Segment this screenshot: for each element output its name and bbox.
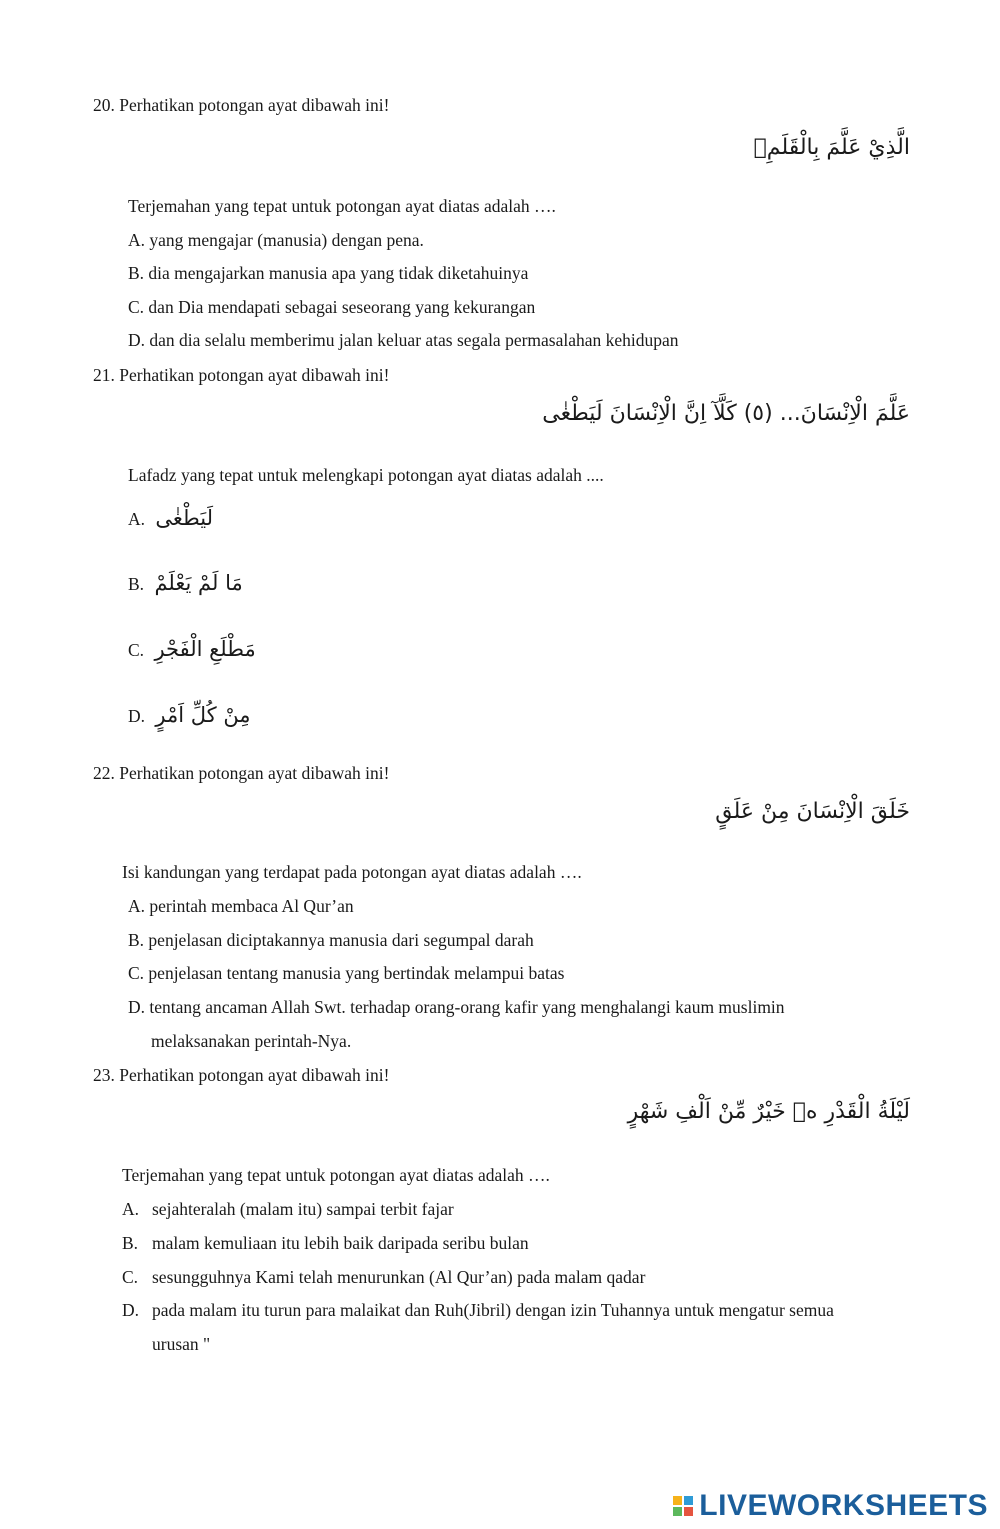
question-23-prompt: Terjemahan yang tepat untuk potongan ayat diatas adalah …. [122, 1165, 550, 1185]
question-22-option-c[interactable]: C. penjelasan tentang manusia yang bertindak melampui batas [128, 963, 565, 983]
question-23-option-d-label: D. [122, 1300, 140, 1320]
question-21-option-c[interactable] [128, 637, 256, 661]
question-21-prompt: Lafadz yang tepat untuk melengkapi potongan ayat diatas adalah .... [128, 465, 604, 485]
option-arabic: لَيَطْغٰى [155, 506, 213, 530]
question-22-verse: خَلَقَ الْاِنْسَانَ مِنْ عَلَقٍ [715, 799, 910, 824]
question-23-option-b-label: B. [122, 1233, 139, 1253]
question-20-option-b[interactable]: B. dia mengajarkan manusia apa yang tidak diketahuinya [128, 263, 529, 283]
option-arabic: مَا لَمْ يَعْلَمْ [154, 571, 243, 595]
question-23-option-a-label: A. [122, 1199, 140, 1219]
question-23-option-b[interactable]: malam kemuliaan itu lebih baik daripada seribu bulan [152, 1233, 529, 1253]
question-22-option-a[interactable]: A. perintah membaca Al Qur’an [128, 896, 354, 916]
question-20-option-c[interactable]: C. dan Dia mendapati sebagai seseorang yang kekurangan [128, 297, 536, 317]
option-label: A. [128, 509, 146, 529]
brand-name: LIVEWORKSHEETS [699, 1489, 988, 1522]
question-20-option-a[interactable]: A. yang mengajar (manusia) dengan pena. [128, 230, 424, 250]
question-22-option-b[interactable]: B. penjelasan diciptakannya manusia dari segumpal darah [128, 930, 534, 950]
option-label: C. [128, 640, 145, 660]
option-arabic: مَطْلَعِ الْفَجْرِ [154, 637, 256, 661]
question-21-verse: عَلَّمَ الْاِنْسَانَ... (٥) كَلَّآ اِنَّ الْاِنْسَانَ لَيَطْغٰى [542, 401, 910, 426]
question-23-option-d[interactable]: pada malam itu turun para malaikat dan Ruh(Jibril) dengan izin Tuhannya untuk mengatur semua [152, 1300, 834, 1320]
question-20-verse: الَّذِيْ عَلَّمَ بِالْقَلَمِۙ [753, 135, 910, 160]
question-22-prompt: Isi kandungan yang terdapat pada potongan ayat diatas adalah …. [122, 862, 582, 882]
question-21-option-d[interactable] [128, 703, 251, 727]
option-arabic: مِنْ كُلِّ اَمْرٍ [155, 703, 251, 727]
question-20-prompt: Terjemahan yang tepat untuk potongan ayat diatas adalah …. [128, 196, 556, 216]
question-21-option-b[interactable] [128, 571, 243, 595]
liveworksheets-brand [673, 1489, 988, 1523]
question-22-option-d-continued: melaksanakan perintah-Nya. [151, 1031, 352, 1051]
liveworksheets-logo-icon [673, 1496, 693, 1516]
option-label: D. [128, 706, 146, 726]
question-23-option-c-label: C. [122, 1267, 139, 1287]
question-23-title: 23. Perhatikan potongan ayat dibawah ini! [93, 1065, 390, 1085]
question-21-title: 21. Perhatikan potongan ayat dibawah ini! [93, 365, 390, 385]
question-20-title: 20. Perhatikan potongan ayat dibawah ini! [93, 95, 390, 115]
option-label: B. [128, 574, 145, 594]
question-23-verse: لَيْلَةُ الْقَدْرِ ەۙ خَيْرٌ مِّنْ اَلْفِ شَهْرٍ [627, 1099, 910, 1124]
question-22-title: 22. Perhatikan potongan ayat dibawah ini! [93, 763, 390, 783]
question-23-option-c[interactable]: sesungguhnya Kami telah menurunkan (Al Qur’an) pada malam qadar [152, 1267, 646, 1287]
question-23-option-d-continued: urusan " [152, 1334, 211, 1354]
question-22-option-d[interactable]: D. tentang ancaman Allah Swt. terhadap orang-orang kafir yang menghalangi kaum muslimin [128, 997, 785, 1017]
question-20-option-d[interactable]: D. dan dia selalu memberimu jalan keluar atas segala permasalahan kehidupan [128, 330, 679, 350]
question-23-option-a[interactable]: sejahteralah (malam itu) sampai terbit fajar [152, 1199, 454, 1219]
question-21-option-a[interactable] [128, 506, 213, 530]
